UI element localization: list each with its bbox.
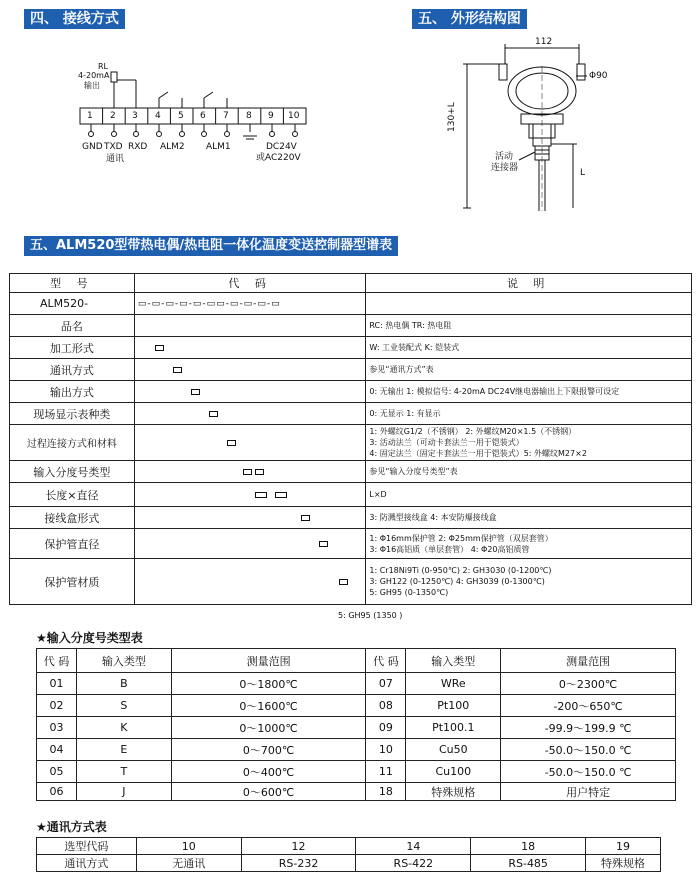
cell: 18 — [471, 838, 586, 855]
spec-row-desc: 0: 无显示 1: 有显示 — [366, 403, 692, 425]
spec-header-row — [10, 274, 692, 293]
cell: E — [76, 739, 171, 761]
cell: 0～700℃ — [171, 739, 366, 761]
dc24v-label: DC24V — [266, 142, 297, 152]
output-label: 输出 — [84, 81, 100, 90]
cell: Cu50 — [406, 739, 501, 761]
col-range-header: 测量范围 — [171, 649, 366, 673]
spec-section-title: 五、ALM520型带热电偶/热电阻一体化温度变送控制器型谱表 — [24, 236, 398, 256]
cell: S — [76, 695, 171, 717]
code-box — [191, 389, 200, 395]
spec-row-desc: 参见“通讯方式”表 — [366, 359, 692, 381]
cell: -99.9～199.9 ℃ — [501, 717, 676, 739]
diameter-label: Φ90 — [589, 71, 608, 81]
cell: T — [76, 761, 171, 783]
cell: 10 — [366, 739, 406, 761]
cell: 08 — [366, 695, 406, 717]
spec-row-code — [134, 507, 366, 529]
cell: Pt100 — [406, 695, 501, 717]
cell: 01 — [37, 673, 77, 695]
spec-row-code — [134, 529, 366, 559]
wiring-diagram — [60, 60, 310, 170]
cell: 0～600℃ — [171, 783, 366, 801]
spec-row-code — [134, 381, 366, 403]
cell: 特殊规格 — [586, 855, 661, 872]
spec-row-name: 加工形式 — [10, 337, 135, 359]
col-range-header: 测量范围 — [501, 649, 676, 673]
spec-row — [10, 483, 692, 507]
spec-row-code — [134, 461, 366, 483]
cell: 0～400℃ — [171, 761, 366, 783]
desc-line: 5: GH95 (0-1350℃) — [369, 588, 449, 597]
spec-row-code — [134, 403, 366, 425]
terminal-number: 1 — [87, 111, 93, 121]
code-box — [227, 440, 236, 446]
cell: RS-485 — [471, 855, 586, 872]
cell: B — [76, 673, 171, 695]
spec-row — [10, 529, 692, 559]
connector-label-2: 连接器 — [491, 163, 519, 173]
spec-row-name: 现场显示表种类 — [10, 403, 135, 425]
terminal-number: 8 — [246, 111, 252, 121]
outline-section-title: 五、 外形结构图 — [412, 9, 527, 29]
input-type-table — [36, 648, 676, 801]
cell: WRe — [406, 673, 501, 695]
spec-row-name: 通讯方式 — [10, 359, 135, 381]
cell: J — [76, 783, 171, 801]
terminal-number: 9 — [268, 111, 274, 121]
spec-model-row — [10, 293, 692, 315]
table-row — [37, 739, 676, 761]
cell: 0～1800℃ — [171, 673, 366, 695]
terminal-number: 2 — [110, 111, 116, 121]
spec-row-name: 品名 — [10, 315, 135, 337]
terminal-number: 3 — [132, 111, 138, 121]
cell: 用户特定 — [501, 783, 676, 801]
txd-label: TXD — [104, 142, 123, 152]
spec-row-desc — [366, 425, 692, 461]
cell: 0～2300℃ — [501, 673, 676, 695]
cell: 特殊规格 — [406, 783, 501, 801]
desc-line: 3: Φ16高铝质（单层套管） 4: Φ20高铝质管 — [369, 544, 530, 554]
spec-row-name: 长度×直径 — [10, 483, 135, 507]
model-desc — [366, 293, 692, 315]
spec-row-desc: 3: 防溅型接线盒 4: 本安防爆接线盒 — [366, 507, 692, 529]
cell: Cu100 — [406, 761, 501, 783]
rxd-label: RXD — [128, 142, 148, 152]
height-dimension — [447, 102, 458, 132]
spec-table — [9, 273, 692, 605]
alm2-label: ALM2 — [160, 142, 185, 152]
code-box — [173, 367, 182, 373]
cell: 14 — [356, 838, 471, 855]
model-header: 型 号 — [10, 274, 135, 293]
code-box — [243, 469, 252, 475]
comm-table-title: ★通讯方式表 — [36, 820, 107, 834]
width-dimension: 112 — [535, 37, 553, 47]
col-type-header: 输入类型 — [406, 649, 501, 673]
cell: 11 — [366, 761, 406, 783]
spec-row-name: 接线盒形式 — [10, 507, 135, 529]
model-name: ALM520- — [10, 293, 135, 315]
spec-row-name: 保护管直径 — [10, 529, 135, 559]
cell: RS-232 — [241, 855, 356, 872]
cell: -50.0～150.0 ℃ — [501, 739, 676, 761]
spec-row — [10, 461, 692, 483]
code-box — [255, 492, 267, 498]
spec-row-desc — [366, 559, 692, 605]
alm1-label: ALM1 — [206, 142, 231, 152]
spec-row-code — [134, 359, 366, 381]
cell: 18 — [366, 783, 406, 801]
spec-row — [10, 559, 692, 605]
spec-row-desc: 0: 无输出 1: 模拟信号: 4-20mA DC24V继电器输出上下限报警可设定 — [366, 381, 692, 403]
desc-line: 1: 外螺纹G1/2（不锈钢） 2: 外螺纹M20×1.5（不锈钢） — [369, 427, 577, 436]
cell: 0～1000℃ — [171, 717, 366, 739]
spec-row-code — [134, 315, 366, 337]
cell: 09 — [366, 717, 406, 739]
cell: 03 — [37, 717, 77, 739]
spec-row — [10, 359, 692, 381]
code-box — [255, 469, 264, 475]
spec-row-code — [134, 559, 366, 605]
spec-row-code — [134, 337, 366, 359]
desc-line: 4: 固定法兰（固定卡套法兰一用于铠装式）5: 外螺纹M27×2 — [369, 449, 587, 458]
spec-row — [10, 381, 692, 403]
spec-row-desc: L×D — [366, 483, 692, 507]
spec-row — [10, 315, 692, 337]
spec-row — [10, 403, 692, 425]
code-template — [134, 293, 366, 315]
spec-row-name: 输出方式 — [10, 381, 135, 403]
outline-drawing — [447, 36, 655, 216]
input-table-title: ★输入分度号类型表 — [36, 631, 143, 645]
terminal-number: 10 — [288, 111, 300, 121]
spec-row-desc — [366, 529, 692, 559]
current-output-label: 4-20mA — [78, 71, 110, 80]
col-code-header: 代 码 — [37, 649, 77, 673]
code-box — [155, 345, 164, 351]
cell: 19 — [586, 838, 661, 855]
height-text: 130+L — [447, 102, 457, 132]
spec-footnote: 5: GH95 (1350 ) — [338, 611, 403, 620]
codes-label: 选型代码 — [37, 838, 137, 855]
ac220v-label: 或AC220V — [256, 153, 301, 163]
desc-line: 1: Φ16mm保护管 2: Φ25mm保护管（双层套管） — [369, 533, 553, 543]
comm-table — [36, 837, 661, 872]
spec-row-desc: W: 工业装配式 K: 铠装式 — [366, 337, 692, 359]
cell: 12 — [241, 838, 356, 855]
code-box — [301, 515, 310, 521]
spec-row-code — [134, 483, 366, 507]
spec-row-code — [134, 425, 366, 461]
terminal-number: 6 — [200, 111, 206, 121]
cell: 无通讯 — [136, 855, 241, 872]
cell: RS-422 — [356, 855, 471, 872]
spec-row-name: 过程连接方式和材料 — [10, 425, 135, 461]
desc-line: 3: GH122 (0-1250℃) 4: GH3039 (0-1300℃) — [369, 577, 545, 586]
cell: 02 — [37, 695, 77, 717]
cell: 05 — [37, 761, 77, 783]
table-row — [37, 761, 676, 783]
cell: 04 — [37, 739, 77, 761]
spec-row — [10, 337, 692, 359]
col-code-header: 代 码 — [366, 649, 406, 673]
code-box — [319, 541, 328, 547]
code-placeholders: ▭-▭-▭-▭-▭-▭▭-▭-▭-▭-▭ — [137, 299, 281, 309]
terminal-number: 5 — [178, 111, 184, 121]
spec-row-desc: RC: 热电偶 TR: 热电阻 — [366, 315, 692, 337]
desc-line: 3: 活动法兰（可动卡套法兰一用于铠装式） — [369, 438, 524, 447]
comm-code-row — [37, 838, 661, 855]
terminal-number: 4 — [155, 111, 161, 121]
spec-row — [10, 507, 692, 529]
cell: -50.0～150.0 ℃ — [501, 761, 676, 783]
connector-label-1: 活动 — [495, 152, 514, 162]
desc-line: 1: Cr18Ni9Ti (0-950℃) 2: GH3030 (0-1200℃) — [369, 566, 552, 575]
wiring-section-title: 四、 接线方式 — [24, 9, 125, 29]
input-table-header — [37, 649, 676, 673]
cell: 0～1600℃ — [171, 695, 366, 717]
cell: 07 — [366, 673, 406, 695]
spec-row — [10, 425, 692, 461]
table-row — [37, 695, 676, 717]
gnd-label: GND — [82, 142, 103, 152]
table-row — [37, 673, 676, 695]
cell: 06 — [37, 783, 77, 801]
code-header: 代 码 — [134, 274, 366, 293]
code-box — [339, 579, 348, 585]
spec-row-name: 保护管材质 — [10, 559, 135, 605]
outline-drawing-lines — [455, 36, 655, 216]
length-label: L — [580, 168, 586, 178]
comm-label: 通讯 — [106, 154, 125, 164]
spec-row-name: 输入分度号类型 — [10, 461, 135, 483]
cell: 10 — [136, 838, 241, 855]
code-box — [209, 411, 218, 417]
table-row — [37, 717, 676, 739]
cell: Pt100.1 — [406, 717, 501, 739]
desc-header: 说 明 — [366, 274, 692, 293]
table-row — [37, 783, 676, 801]
col-type-header: 输入类型 — [76, 649, 171, 673]
code-box — [275, 492, 287, 498]
spec-row-desc: 参见“输入分度号类型”表 — [366, 461, 692, 483]
comm-mode-row — [37, 855, 661, 872]
rl-label: RL — [98, 62, 109, 71]
mode-label: 通讯方式 — [37, 855, 137, 872]
cell: -200～650℃ — [501, 695, 676, 717]
cell: K — [76, 717, 171, 739]
terminal-number: 7 — [223, 111, 229, 121]
